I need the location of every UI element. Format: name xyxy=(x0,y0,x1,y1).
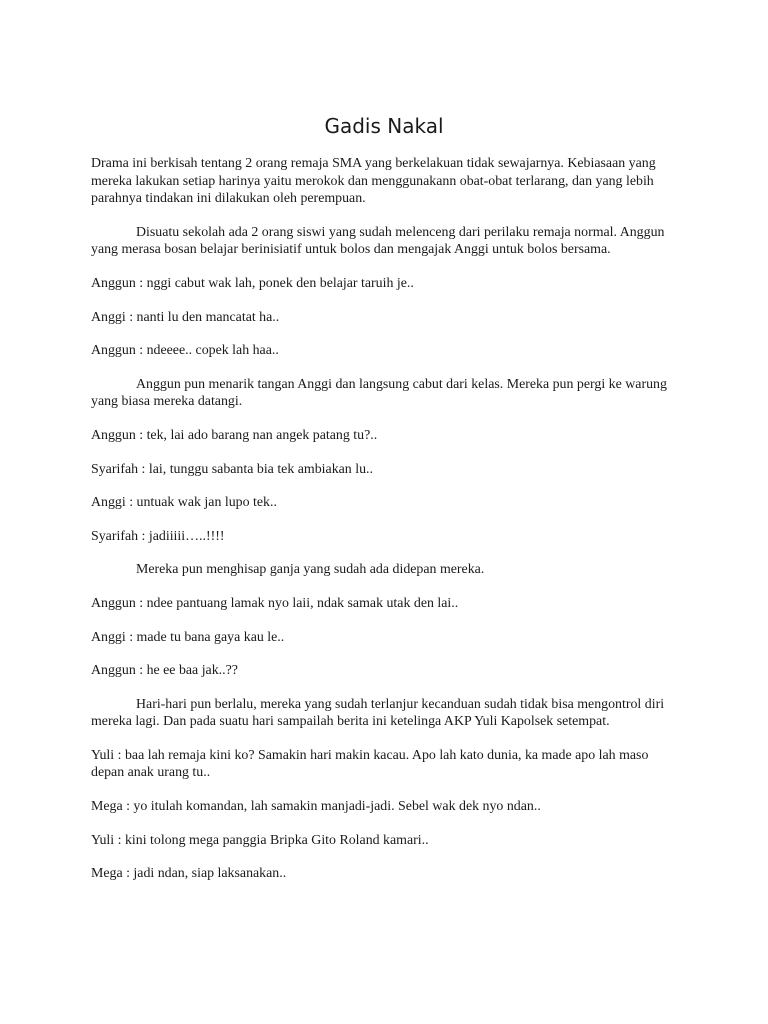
dialogue-line: Anggun : nggi cabut wak lah, ponek den belajar taruih je.. xyxy=(91,275,414,291)
document-title: Gadis Nakal xyxy=(324,114,444,138)
dialogue-line: Mega : yo itulah komandan, lah samakin manjadi-jadi. Sebel wak dek nyo ndan.. xyxy=(91,799,541,815)
dialogue-line: Yuli : kini tolong mega panggia Bripka Gito Roland kamari.. xyxy=(91,832,429,848)
narration-paragraph: Anggun pun menarik tangan Anggi dan langsung cabut dari kelas. Mereka pun pergi ke warung yang biasa mereka datangi. xyxy=(91,376,667,410)
dialogue-line: Anggi : made tu bana gaya kau le.. xyxy=(91,629,285,645)
intro-paragraph: Drama ini berkisah tentang 2 orang remaja SMA yang berkelakuan tidak sewajarnya. Kebiasaan yang mereka lakukan setiap harinya yaitu merokok dan menggunakann obat-obat terlarang, dan yang lebih parahnya tindakan ini dilakukan oleh perempuan. xyxy=(91,156,656,207)
dialogue-line: Anggun : tek, lai ado barang nan angek patang tu?.. xyxy=(91,427,378,443)
dialogue-line: Anggi : nanti lu den mancatat ha.. xyxy=(91,309,280,325)
narration-paragraph: Mereka pun menghisap ganja yang sudah ada didepan mereka. xyxy=(136,562,485,578)
dialogue-line: Mega : jadi ndan, siap laksanakan.. xyxy=(91,866,287,882)
narration-paragraph: Hari-hari pun berlalu, mereka yang sudah terlanjur kecanduan sudah tidak bisa mengontrol diri mereka lagi. Dan pada suatu hari sampailah berita ini ketelinga AKP Yuli Kapolsek setempat. xyxy=(91,696,665,730)
dialogue-line: Anggun : ndee pantuang lamak nyo laii, ndak samak utak den lai.. xyxy=(91,595,459,611)
dialogue-line: Anggun : ndeeee.. copek lah haa.. xyxy=(91,343,279,359)
dialogue-line: Anggun : he ee baa jak..?? xyxy=(91,663,238,679)
dialogue-line: Syarifah : lai, tunggu sabanta bia tek ambiakan lu.. xyxy=(91,461,373,477)
dialogue-line: Anggi : untuak wak jan lupo tek.. xyxy=(91,495,277,511)
narration-paragraph: Disuatu sekolah ada 2 orang siswi yang sudah melenceng dari perilaku remaja normal. Anggun yang merasa bosan belajar berinisiatif untuk bolos dan mengajak Anggi untuk bolos bersama. xyxy=(91,224,665,258)
dialogue-line: Yuli : baa lah remaja kini ko? Samakin hari makin kacau. Apo lah kato dunia, ka made apo lah maso depan anak urang tu.. xyxy=(91,747,649,781)
dialogue-line: Syarifah : jadiiiii…..!!!! xyxy=(91,528,225,544)
document-body xyxy=(91,155,681,899)
